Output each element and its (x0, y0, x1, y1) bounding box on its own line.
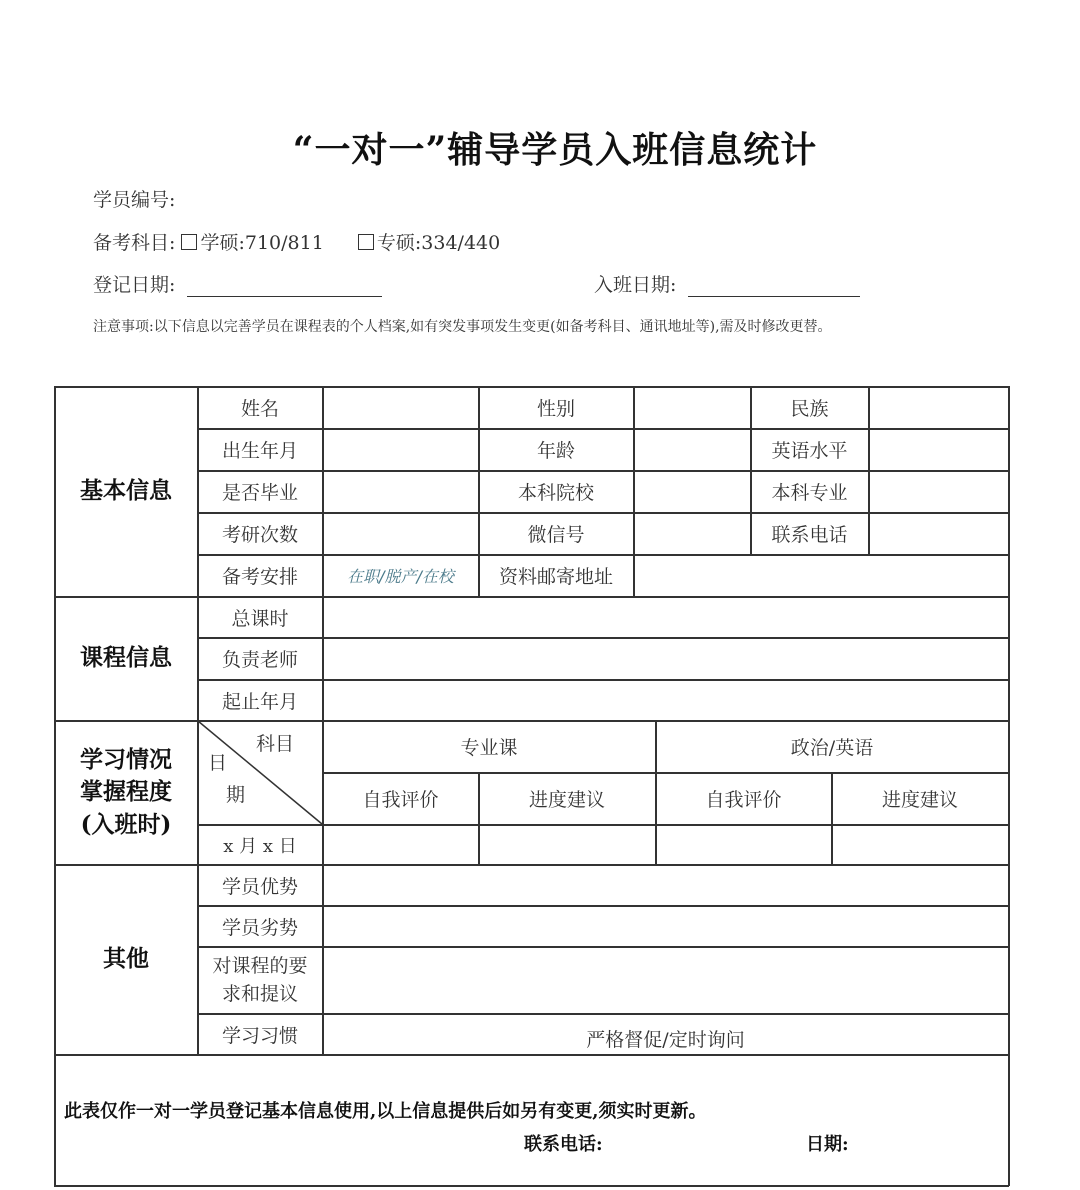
enroll-date-row (594, 270, 860, 297)
field-address[interactable] (634, 555, 1008, 596)
reg-date-label: 登记日期: (93, 274, 176, 296)
label-address: 资料邮寄地址 (498, 566, 613, 588)
label-wechat: 微信号 (527, 524, 585, 546)
label-arrangement: 备考安排 (221, 566, 298, 588)
field-ethnicity[interactable] (869, 387, 1008, 428)
field-habits[interactable]: 严格督促/定时询问 (586, 1028, 745, 1051)
subject-row (93, 228, 500, 255)
label-major: 本科专业 (771, 482, 848, 504)
label-requests-line2: 求和提议 (221, 983, 298, 1005)
header-politics-english: 政治/英语 (790, 737, 874, 759)
student-id-label: 学员编号: (93, 189, 176, 211)
diag-date-label-a: 日 (208, 752, 228, 774)
header-progress-major: 进度建议 (528, 789, 605, 811)
option-professional: 专硕:334/440 (376, 232, 501, 254)
footer-contact-label: 联系电话: (524, 1134, 603, 1155)
field-progress-major[interactable] (479, 825, 655, 864)
section-study-line3: (入班时) (80, 810, 172, 838)
label-period: 起止年月 (221, 690, 298, 713)
label-graduated: 是否毕业 (221, 482, 298, 504)
label-habits: 学习习惯 (221, 1024, 298, 1047)
field-period[interactable] (323, 680, 1008, 720)
label-requests (198, 947, 322, 1013)
label-requests-line1: 对课程的要 (212, 954, 308, 977)
label-strengths: 学员优势 (221, 875, 298, 898)
date-placeholder: x 月 x 日 (223, 835, 297, 857)
label-english: 英语水平 (771, 440, 848, 462)
diag-date-label-b: 期 (226, 784, 246, 806)
field-requests[interactable] (323, 947, 1008, 1013)
label-gender: 性别 (536, 398, 575, 420)
label-attempts: 考研次数 (221, 524, 298, 546)
label-college: 本科院校 (517, 482, 594, 504)
header-progress-pe: 进度建议 (881, 789, 958, 811)
field-strengths[interactable] (323, 865, 1008, 905)
option-academic: 学硕:710/811 (200, 232, 324, 254)
label-name: 姓名 (240, 398, 279, 420)
border-bottom (54, 1185, 1009, 1187)
field-english[interactable] (869, 429, 1008, 470)
section-study-line1: 学习情况 (80, 746, 172, 774)
field-weaknesses[interactable] (323, 906, 1008, 946)
field-age[interactable] (634, 429, 750, 470)
reg-date-field[interactable] (187, 280, 382, 297)
label-total-hours: 总课时 (231, 607, 289, 630)
label-weaknesses: 学员劣势 (221, 916, 298, 939)
field-college[interactable] (634, 471, 750, 512)
field-wechat[interactable] (634, 513, 750, 554)
field-name[interactable] (323, 387, 478, 428)
label-birth: 出生年月 (221, 440, 298, 462)
diag-subject-label: 科目 (256, 733, 295, 755)
field-teacher[interactable] (323, 638, 1008, 679)
subject-label: 备考科目: (93, 232, 176, 254)
section-basic-info: 基本信息 (80, 477, 172, 505)
header-self-eval-major: 自我评价 (362, 789, 439, 811)
field-phone[interactable] (869, 513, 1008, 554)
field-graduated[interactable] (323, 471, 478, 512)
page-title: “一对一”辅导学员入班信息统计 (292, 129, 818, 171)
checkbox-academic[interactable] (181, 234, 197, 250)
field-major[interactable] (869, 471, 1008, 512)
label-phone: 联系电话 (771, 524, 848, 546)
enroll-date-label: 入班日期: (594, 274, 677, 296)
footer-statement: 此表仅作一对一学员登记基本信息使用,以上信息提供后如另有变更,须实时更新。 (64, 1101, 707, 1122)
field-progress-pe[interactable] (832, 825, 1008, 864)
section-course-info: 课程信息 (80, 644, 172, 672)
field-total-hours[interactable] (323, 597, 1008, 637)
field-arrangement[interactable]: 在职/脱产/在校 (347, 567, 454, 586)
section-study-line2: 掌握程度 (80, 778, 172, 806)
checkbox-professional[interactable] (358, 234, 374, 250)
label-age: 年龄 (536, 440, 575, 462)
field-gender[interactable] (634, 387, 750, 428)
border-right (1008, 386, 1010, 1186)
reg-date-row (93, 270, 382, 297)
section-other: 其他 (103, 945, 149, 973)
header-major-course: 专业课 (460, 737, 518, 759)
label-ethnicity: 民族 (790, 398, 829, 420)
field-self-eval-major[interactable] (323, 825, 478, 864)
enroll-date-field[interactable] (688, 280, 860, 297)
header-self-eval-pe: 自我评价 (705, 789, 782, 811)
field-self-eval-pe[interactable] (656, 825, 831, 864)
footer-date-label: 日期: (806, 1134, 849, 1155)
section-study-status (55, 721, 197, 864)
field-attempts[interactable] (323, 513, 478, 554)
notice-text: 注意事项:以下信息以完善学员在课程表的个人档案,如有突发事项发生变更(如备考科目、通讯地址等),需及时修改更替。 (93, 319, 832, 335)
label-teacher: 负责老师 (221, 649, 298, 671)
field-birth[interactable] (323, 429, 478, 470)
